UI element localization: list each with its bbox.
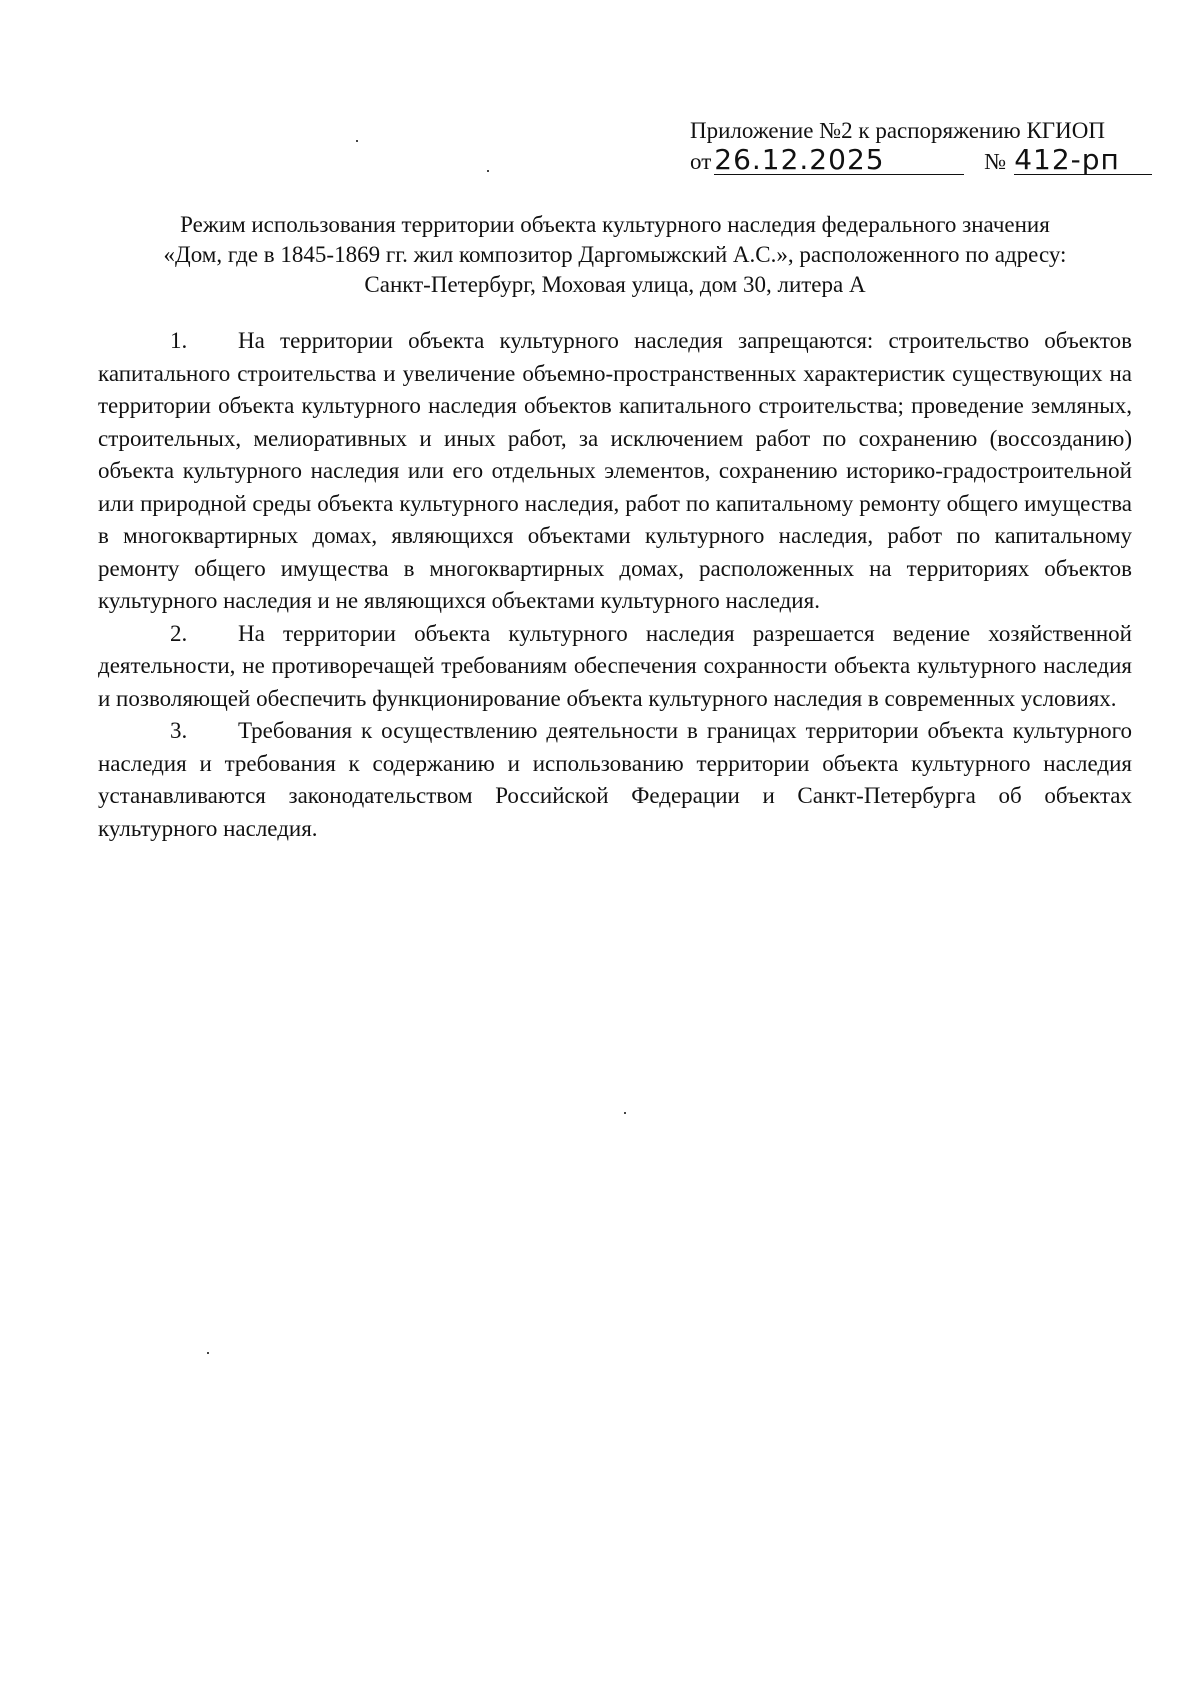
scan-speck <box>487 170 489 172</box>
scan-speck <box>356 140 358 142</box>
title-line-3: Санкт-Петербург, Моховая улица, дом 30, литера А <box>364 272 866 297</box>
paragraph-number: 1. <box>170 328 188 353</box>
paragraph-number: 2. <box>170 620 188 646</box>
document-body <box>98 325 1132 845</box>
order-date-number-line <box>690 143 1130 177</box>
paragraph-number: 3. <box>170 718 188 743</box>
scan-speck <box>207 1352 209 1354</box>
appendix-reference: Приложение №2 к распоряжению КГИОП <box>690 118 1105 143</box>
handwritten-order-number: 412-рп <box>1014 146 1152 175</box>
date-prefix: от <box>690 149 712 174</box>
paragraph-1 <box>98 325 1132 618</box>
paragraph-2 <box>98 618 1132 716</box>
paragraph-3 <box>98 715 1132 845</box>
appendix-header <box>690 116 1130 177</box>
title-line-1: Режим использования территории объекта культурного наследия федерального значения <box>180 212 1050 237</box>
paragraph-text: На территории объекта культурного наследия запрещаются: строительство объектов капитального строительства и увеличение объемно-пространственных характеристик существующих на территории объекта культурного наследия объектов капитального строительства; проведение земляных, строительных, мелиоративных и иных работ, за исключением работ по сохранению (воссозданию) объекта культурного наследия или его отдельных элементов, сохранению историко-градостроительной или природной среды объекта культурного наследия, работ по капитальному ремонту общего имущества в многоквартирных домах, являющихся объектами культурного наследия, работ по капитальному ремонту общего имущества в многоквартирных домах, расположенных на территориях объектов культурного наследия и не являющихся объектами культурного наследия. <box>98 328 1132 613</box>
paragraph-text: Требования к осуществлению деятельности в границах территории объекта культурного наследия и требования к содержанию и использованию территории объекта культурного наследия устанавливаются законодательством Российской Федерации и Санкт-Петербурга об объектах культурного наследия. <box>98 718 1132 841</box>
number-sign: № <box>984 149 1007 174</box>
document-title <box>100 210 1130 300</box>
title-line-2: «Дом, где в 1845-1869 гг. жил композитор Даргомыжский А.С.», расположенного по адресу: <box>163 242 1067 267</box>
scan-speck <box>624 1112 626 1114</box>
handwritten-date: 26.12.2025 <box>714 146 964 175</box>
paragraph-text: На территории объекта культурного наследия разрешается ведение хозяйственной деятельности, не противоречащей требованиям обеспечения сохранности объекта культурного наследия и позволяющей обеспечить функционирование объекта культурного наследия в современных условиях. <box>98 620 1132 711</box>
